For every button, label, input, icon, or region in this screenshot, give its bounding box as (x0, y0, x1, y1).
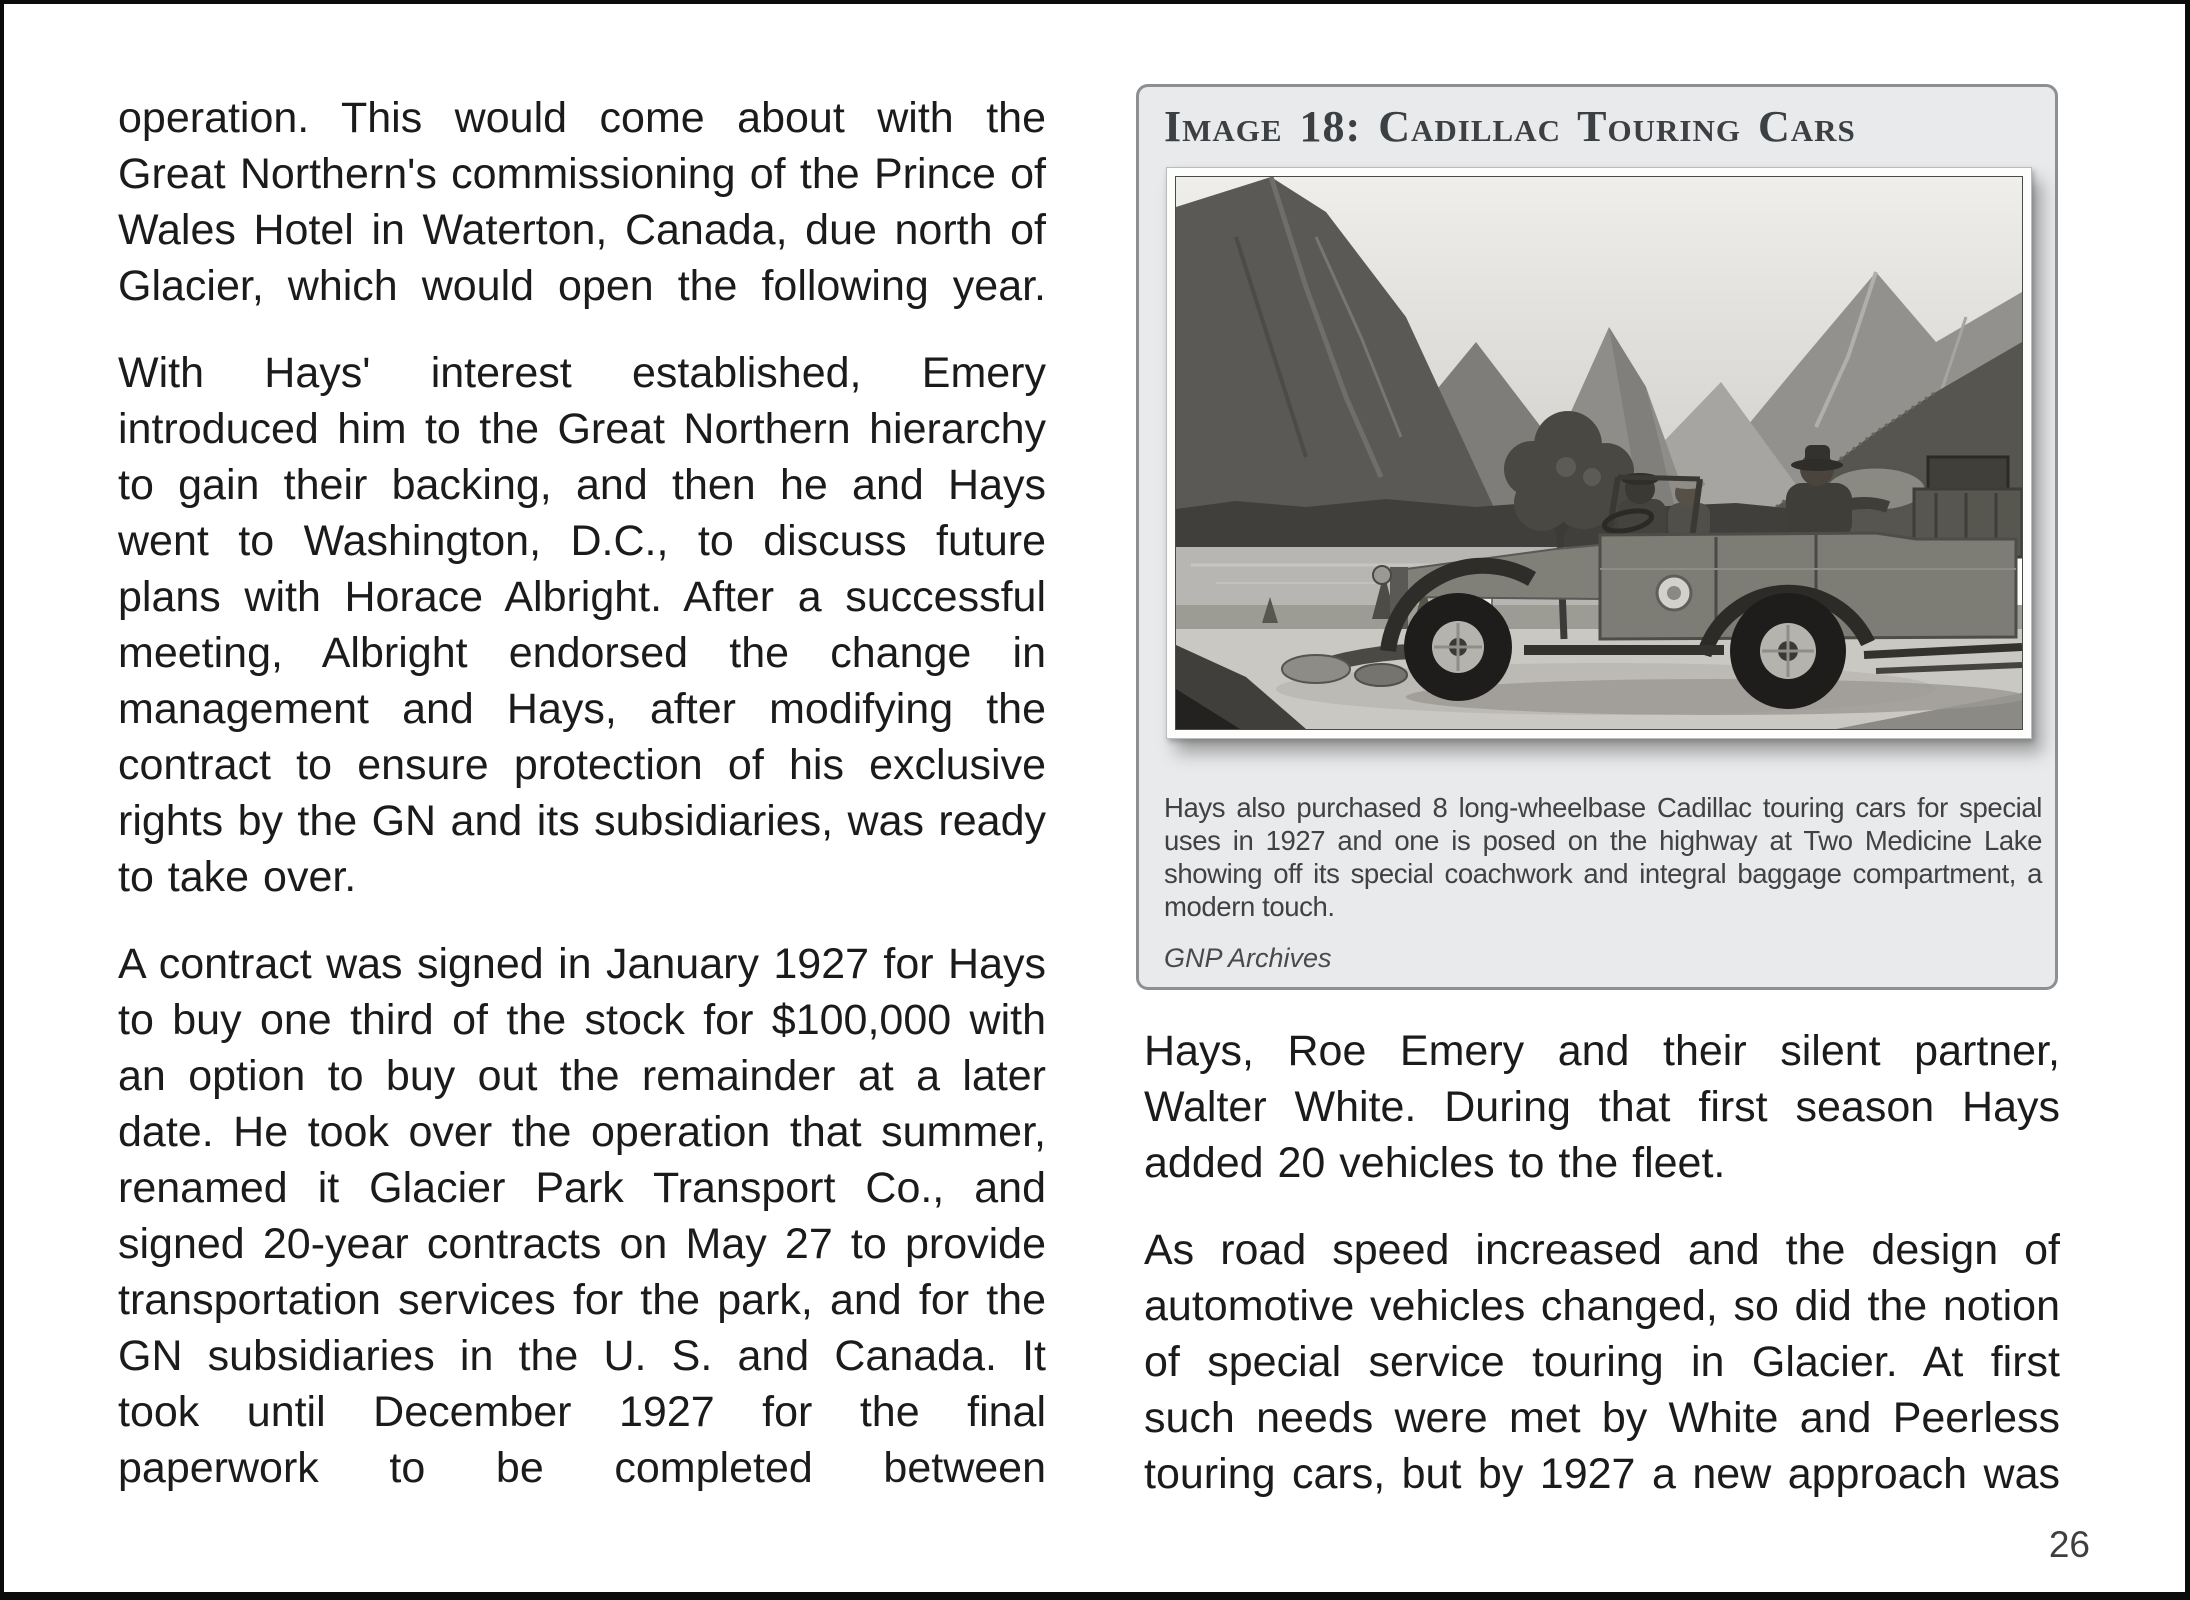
paragraph-4: Hays, Roe Emery and their silent partner, Walter White. During that first season Hays added 20 vehicles to the fleet. (1144, 1027, 2060, 1187)
figure-caption: Hays also purchased 8 long-wheelbase Cadillac touring cars for special uses in 1927 and one is posed on the highway at Two Medicine Lake showing off its special coachwork and integral baggage compartment, a modern touch. (1164, 792, 2042, 922)
figure-title: Image 18: Cadillac Touring Cars (1164, 102, 1856, 151)
figure-photo (1166, 167, 2032, 739)
rock (1282, 655, 1350, 683)
running-board (1524, 645, 1724, 655)
figure-card (1136, 84, 2058, 990)
paragraph-1: operation. This would come about with the Great Northern's commissioning of the Prince of Wales Hotel in Waterton, Canada, due north of Glacier, which would open the following year. (118, 94, 1046, 310)
rear-wheel (1730, 593, 1846, 709)
headlamp (1373, 566, 1391, 584)
figure-caption-block (1164, 791, 2042, 973)
paragraph-2: With Hays' interest established, Emery introduced him to the Great Northern hierarchy to gain their backing, and then he and Hays went to Washington, D.C., to discuss future plans with Horace Albright. After a successful meeting, Albright endorsed the change in management and Hays, after modifying the contract to ensure protection of his exclusive rights by the GN and its subsidiaries, was ready to take over. (118, 349, 1046, 901)
paragraph-3: A contract was signed in January 1927 for Hays to buy one third of the stock for $100,000 with an option to buy out the remainder at a later date. He took over the operation that summer, renamed it Glacier Park Transport Co., and signed 20-year contracts on May 27 to provide transportation services for the park, and for the GN subsidiaries in the U. S. and Canada. It took until December 1927 for the final paperwork to be completed between (118, 940, 1046, 1492)
right-column (1144, 1023, 2060, 1533)
paragraph-5: As road speed increased and the design of automotive vehicles changed, so did the notion of special service touring in Glacier. At first such needs were met by White and Peerless touring cars, but by 1927 a new approach was (1144, 1226, 2060, 1498)
figure-credit: GNP Archives (1164, 943, 1332, 973)
car-shadow (1406, 679, 2022, 715)
figure-photo-scene (1176, 177, 2022, 729)
page-number: 26 (2048, 1524, 2090, 1565)
left-column (118, 90, 1046, 1527)
front-wheel (1404, 593, 1512, 701)
